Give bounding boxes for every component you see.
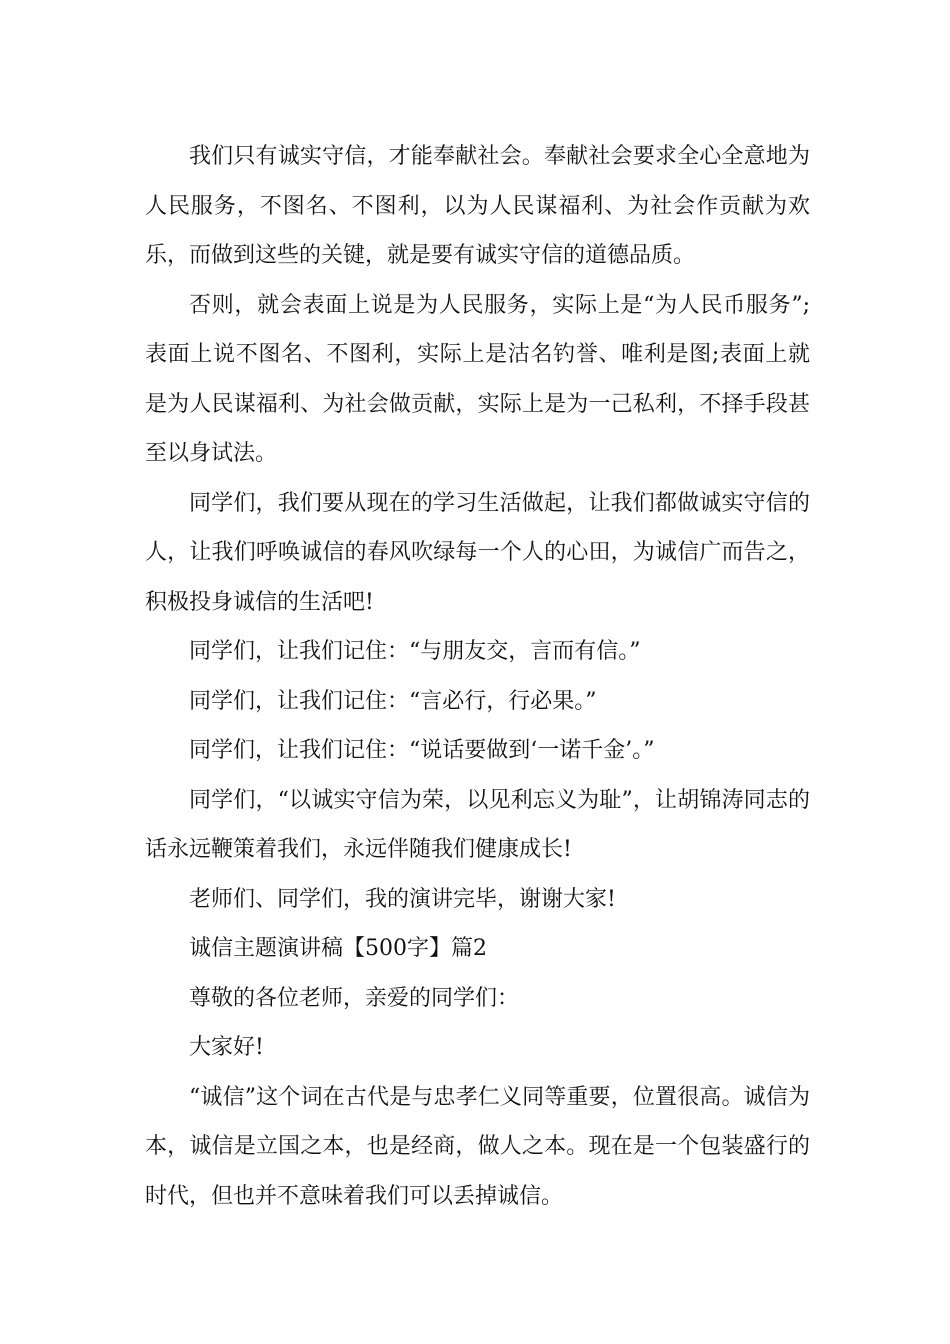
paragraph-3: 同学们，我们要从现在的学习生活做起，让我们都做诚实守信的人，让我们呼唤诚信的春风吹绿每一个人的心田，为诚信广而告之，积极投身诚信的生活吧! bbox=[145, 490, 810, 615]
paragraph-2: 否则，就会表面上说是为人民服务，实际上是“为人民币服务”;表面上说不图名、不图利，实际上是沽名钓誉、唯利是图;表面上就是为人民谋福利、为社会做贡献，实际上是为一己私利，不择手段甚至以身试法。 bbox=[145, 292, 810, 466]
greeting: 大家好! bbox=[189, 1035, 264, 1060]
paragraph-4: 同学们，让我们记住：“与朋友交，言而有信。” bbox=[189, 639, 641, 664]
paragraph-7: 同学们，“以诚实守信为荣，以见利忘义为耻”，让胡锦涛同志的话永远鞭策着我们，永远伴随我们健康成长! bbox=[145, 787, 810, 862]
section-heading: 诚信主题演讲稿【500字】篇2 bbox=[189, 936, 487, 961]
paragraph-12: “诚信”这个词在古代是与忠孝仁义同等重要，位置很高。诚信为本，诚信是立国之本，也是经商，做人之本。现在是一个包装盛行的时代，但也并不意味着我们可以丢掉诚信。 bbox=[145, 1084, 810, 1209]
paragraph-8: 老师们、同学们，我的演讲完毕，谢谢大家! bbox=[189, 886, 616, 912]
paragraph-5: 同学们，让我们记住：“言必行，行必果。” bbox=[189, 688, 597, 714]
document-body bbox=[145, 132, 810, 1221]
paragraph-6: 同学们，让我们记住：“说话要做到‘一诺千金’。” bbox=[189, 738, 655, 763]
salutation: 尊敬的各位老师，亲爱的同学们： bbox=[189, 985, 520, 1011]
paragraph-1: 我们只有诚实守信，才能奉献社会。奉献社会要求全心全意地为人民服务，不图名、不图利，以为人民谋福利、为社会作贡献为欢乐，而做到这些的关键，就是要有诚实守信的道德品质。 bbox=[145, 144, 810, 268]
